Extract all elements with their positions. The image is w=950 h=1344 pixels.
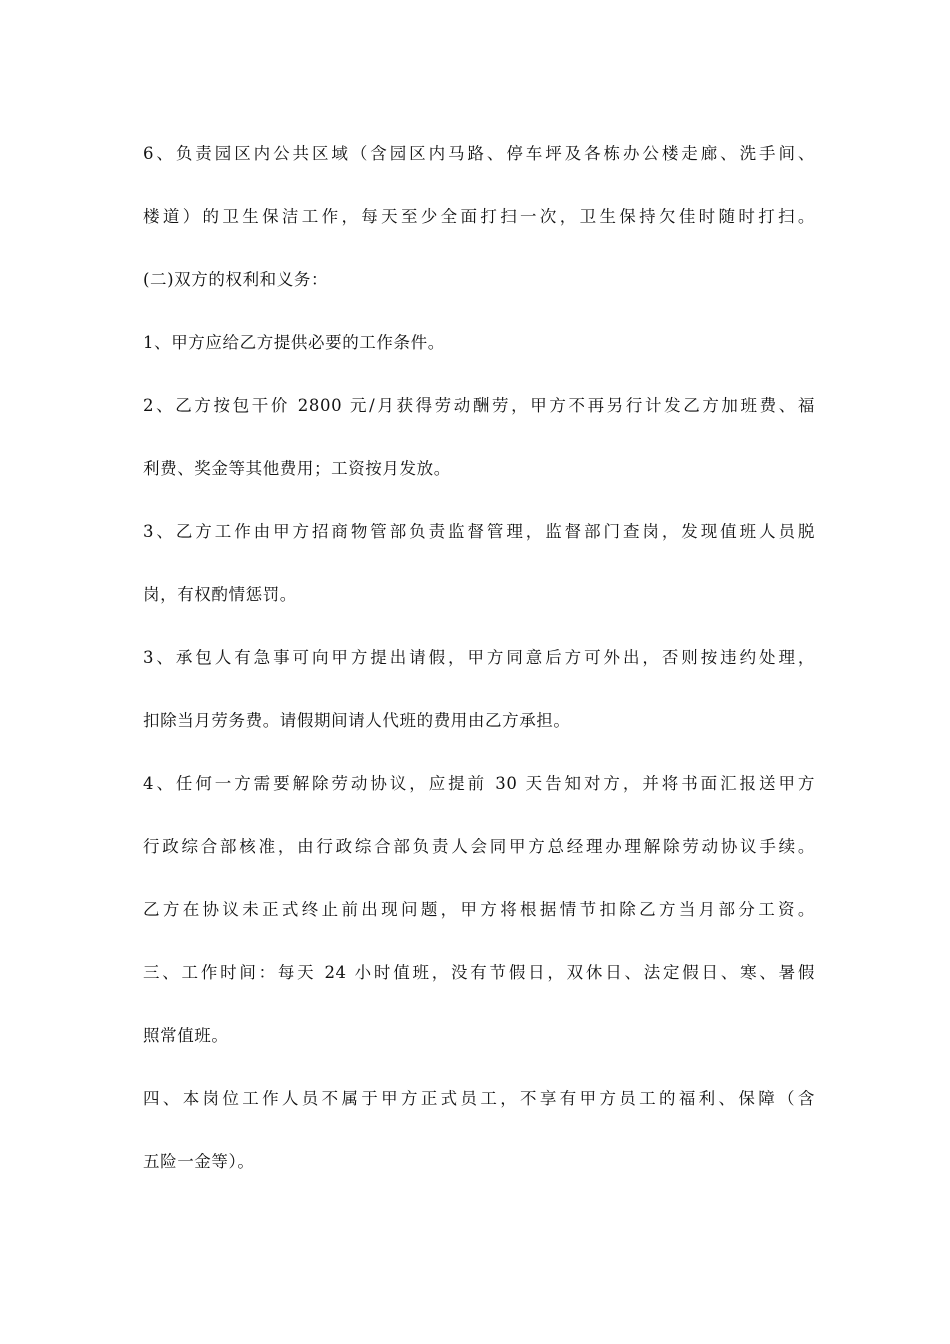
- rights-item-1: 1、甲方应给乙方提供必要的工作条件。: [143, 333, 445, 352]
- rights-item-3a-line-2: 岗，有权酌情惩罚。: [143, 585, 297, 604]
- clause-6-line-1: 6、负责园区内公共区域（含园区内马路、停车坪及各栋办公楼走廊、洗手间、: [143, 144, 815, 163]
- rights-item-3b-line-2: 扣除当月劳务费。请假期间请人代班的费用由乙方承担。: [143, 711, 571, 730]
- rights-item-2-line-2: 利费、奖金等其他费用；工资按月发放。: [143, 459, 451, 478]
- section-four-staff-status-line-2: 五险一金等）。: [143, 1152, 255, 1171]
- rights-item-4-line-2: 行政综合部核准，由行政综合部负责人会同甲方总经理办理解除劳动协议手续。: [143, 837, 815, 856]
- rights-item-3b-line-1: 3、承包人有急事可向甲方提出请假，甲方同意后方可外出，否则按违约处理，: [143, 648, 815, 667]
- section-four-staff-status-line-1: 四、本岗位工作人员不属于甲方正式员工，不享有甲方员工的福利、保障（含: [143, 1089, 815, 1108]
- rights-item-4-line-1: 4、任何一方需要解除劳动协议，应提前 30 天告知对方，并将书面汇报送甲方: [143, 774, 815, 793]
- clause-6-line-2: 楼道）的卫生保洁工作，每天至少全面打扫一次，卫生保持欠佳时随时打扫。: [143, 207, 815, 226]
- rights-item-3a-line-1: 3、乙方工作由甲方招商物管部负责监督管理，监督部门查岗，发现值班人员脱: [143, 522, 815, 541]
- rights-item-2-line-1: 2、乙方按包干价 2800 元/月获得劳动酬劳，甲方不再另行计发乙方加班费、福: [143, 396, 815, 415]
- section-heading-rights-obligations: (二)双方的权利和义务：: [143, 270, 329, 289]
- section-three-work-hours-line-1: 三、工作时间：每天 24 小时值班，没有节假日，双休日、法定假日、寒、暑假: [143, 963, 815, 982]
- rights-item-4-line-3: 乙方在协议未正式终止前出现问题，甲方将根据情节扣除乙方当月部分工资。: [143, 900, 815, 919]
- document-body: [143, 122, 815, 1193]
- section-three-work-hours-line-2: 照常值班。: [143, 1026, 229, 1045]
